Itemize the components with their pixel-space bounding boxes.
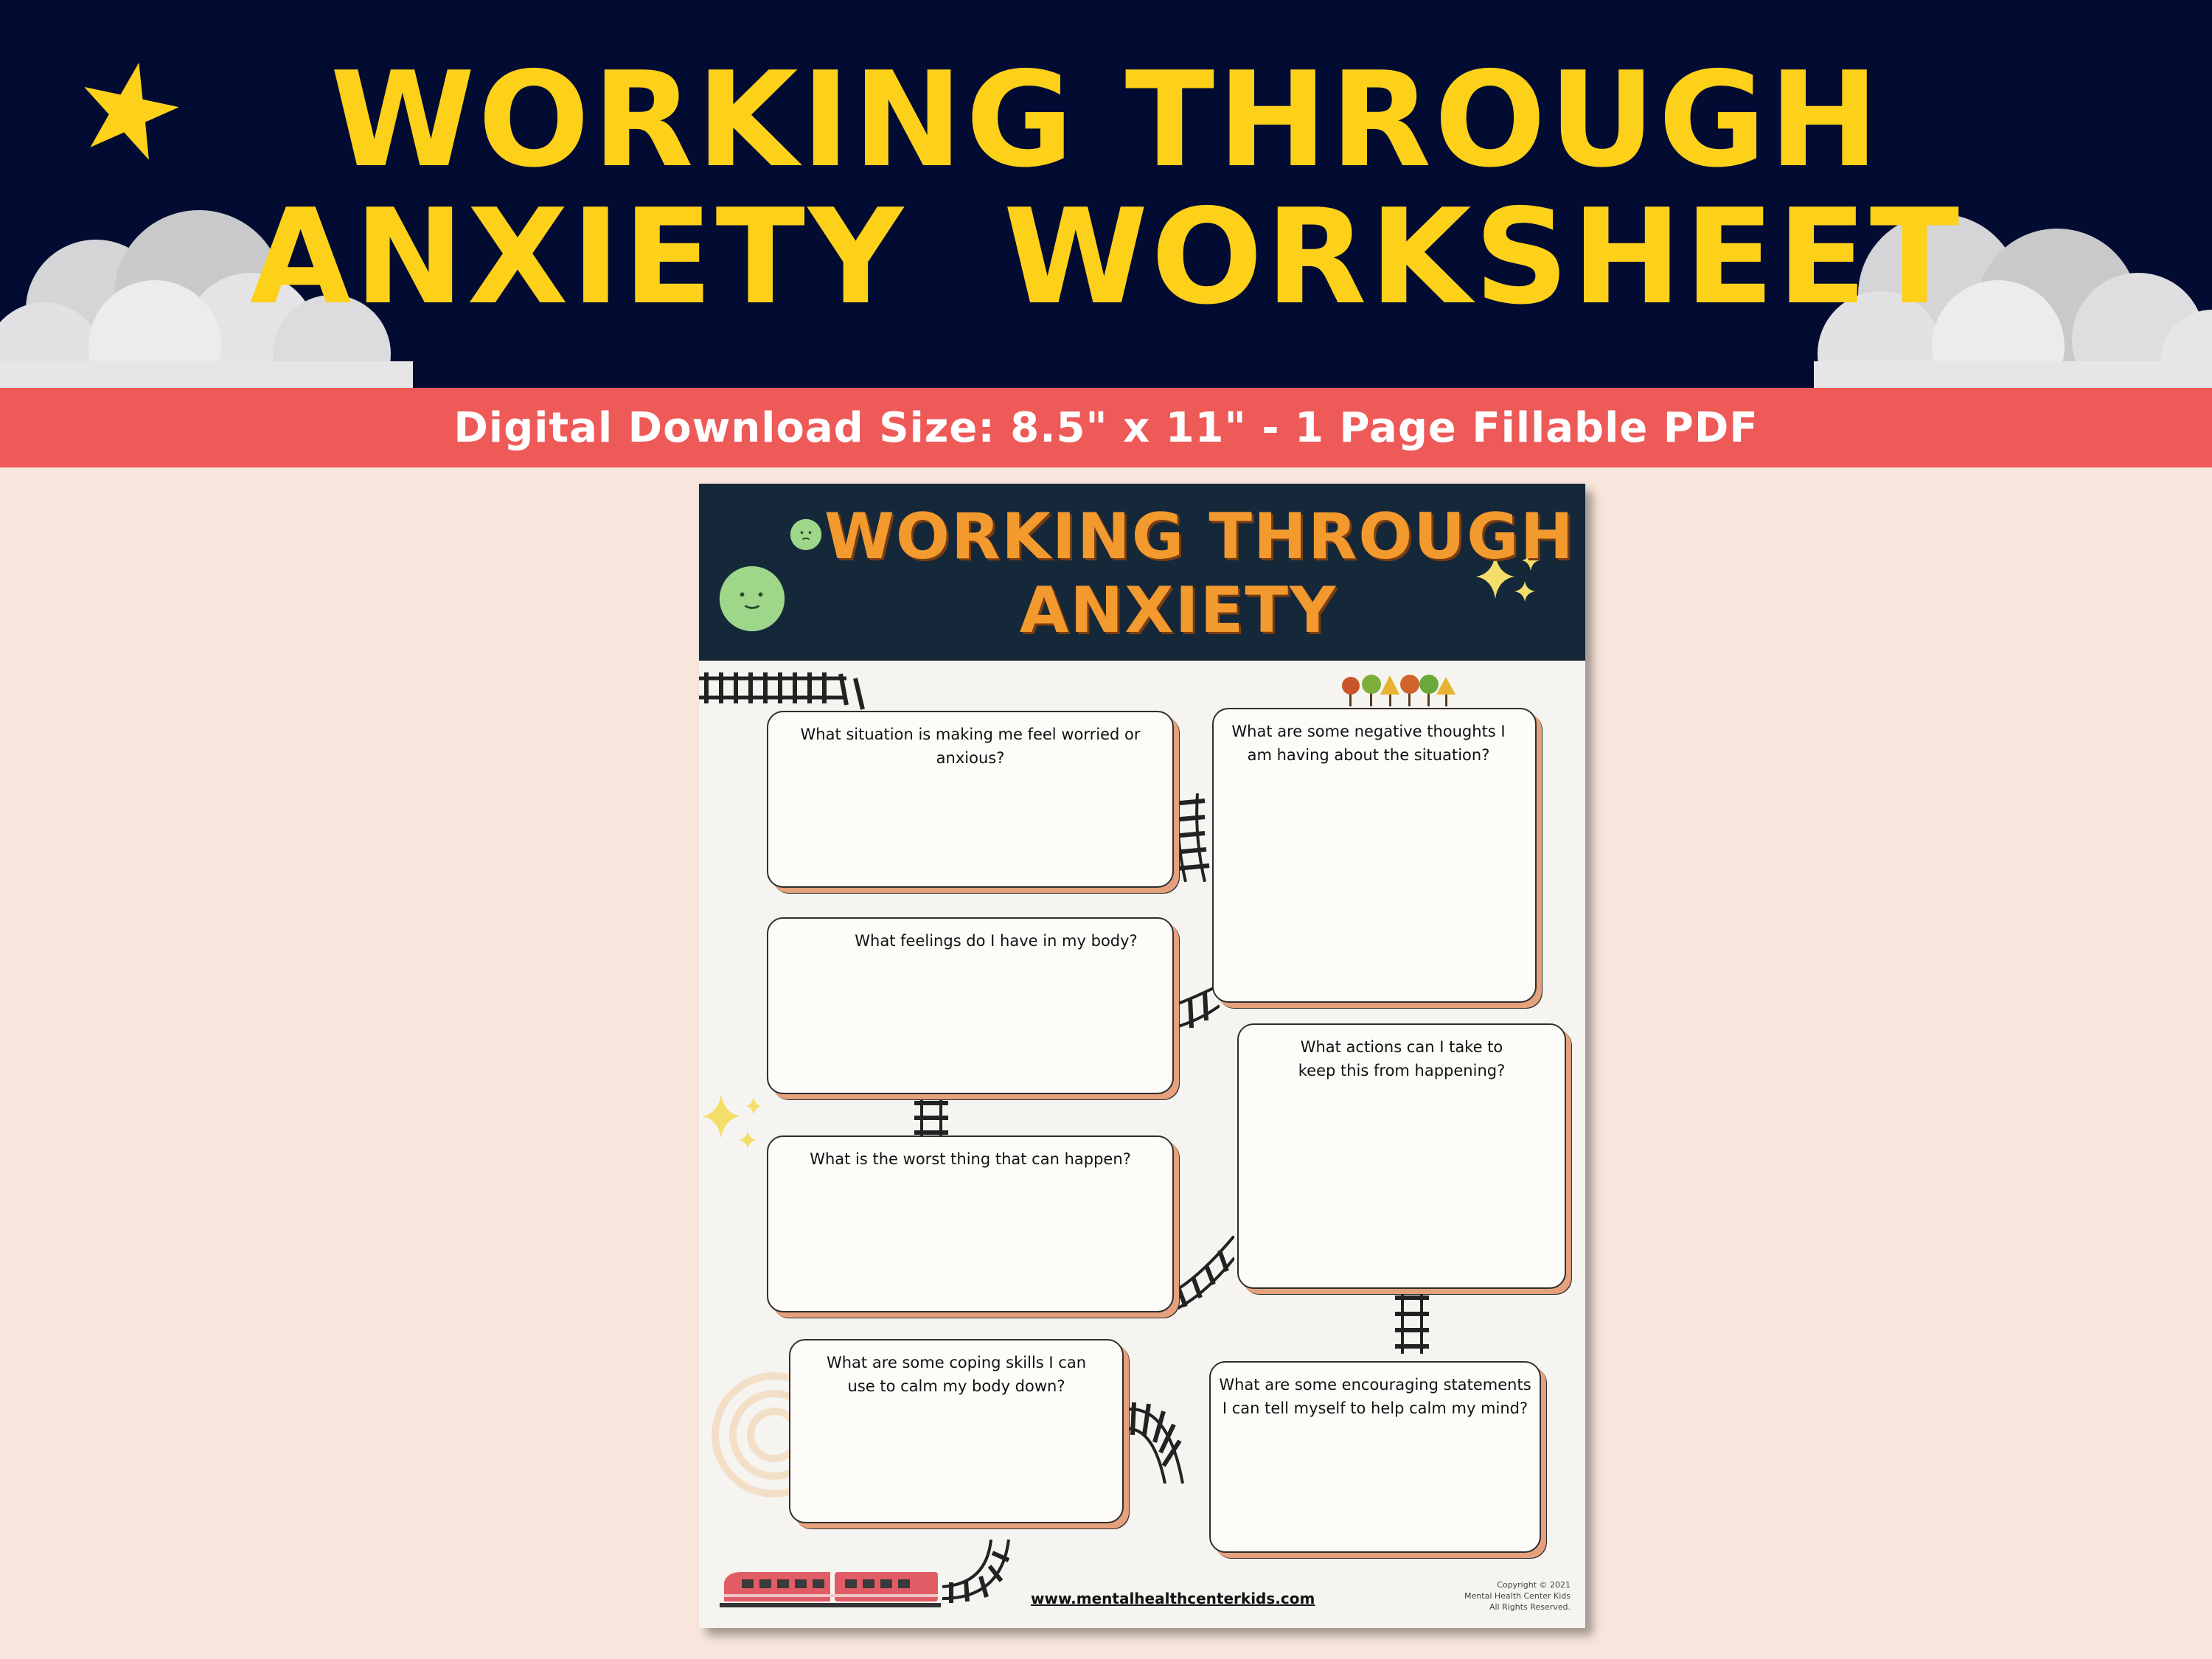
question-box-worst[interactable]: [767, 1135, 1174, 1312]
train-icon: [720, 1568, 941, 1612]
question-box-situation[interactable]: [767, 711, 1174, 888]
worksheet-title-line1: WORKING THROUGH: [824, 500, 1575, 574]
question-box-feelings[interactable]: [767, 917, 1174, 1094]
download-info-strip: [0, 388, 2212, 467]
copyright-notice: [1464, 1579, 1571, 1613]
top-banner: [0, 0, 2212, 389]
question-actions: What actions can I take to keep this from happening?: [1298, 1038, 1506, 1079]
question-box-coping[interactable]: [789, 1339, 1124, 1523]
railroad-track-icon: [913, 1096, 950, 1140]
worksheet-preview: [699, 484, 1585, 1628]
question-coping: What are some coping skills I can use to calm my body down?: [826, 1354, 1087, 1395]
question-box-negative-thoughts[interactable]: [1212, 708, 1537, 1003]
blob-icon: [717, 563, 787, 634]
copyright-line3: All Rights Reserved.: [1489, 1602, 1571, 1612]
worksheet-header: [699, 484, 1585, 661]
railroad-track-icon: [1168, 1236, 1234, 1310]
trees-icon: [1340, 667, 1458, 708]
question-situation: What situation is making me feel worried or anxious?: [800, 726, 1141, 767]
copyright-line1: Copyright © 2021: [1497, 1580, 1571, 1590]
railroad-track-icon: [942, 1540, 1031, 1606]
railroad-track-icon: [1124, 1395, 1197, 1484]
blob-icon: [789, 518, 823, 552]
question-negative-thoughts: What are some negative thoughts I am having about the situation?: [1231, 723, 1506, 764]
copyright-line2: Mental Health Center Kids: [1464, 1591, 1571, 1601]
question-encouraging: What are some encouraging statements I can tell myself to help calm my mind?: [1219, 1376, 1531, 1417]
question-box-encouraging[interactable]: [1209, 1361, 1541, 1553]
banner-title-line2: ANXIETY WORKSHEET: [249, 181, 1963, 333]
question-feelings: What feelings do I have in my body?: [855, 932, 1138, 950]
railroad-track-icon: [1394, 1290, 1430, 1354]
railroad-track-icon: [1168, 985, 1220, 1051]
railroad-track-icon: [699, 668, 883, 712]
footer-url: www.mentalhealthcenterkids.com: [1031, 1590, 1315, 1607]
worksheet-title: [824, 500, 1575, 647]
worksheet-title-line2: ANXIETY: [1019, 574, 1338, 647]
question-worst: What is the worst thing that can happen?: [810, 1150, 1131, 1168]
banner-title: [0, 44, 2212, 333]
railroad-track-icon: [1168, 793, 1212, 882]
banner-title-line1: WORKING THROUGH: [330, 44, 1882, 196]
question-box-actions[interactable]: [1237, 1023, 1566, 1289]
download-info-text: Digital Download Size: 8.5" x 11" - 1 Page Fillable PDF: [453, 403, 1759, 452]
sparkle-icon: [702, 1090, 768, 1152]
